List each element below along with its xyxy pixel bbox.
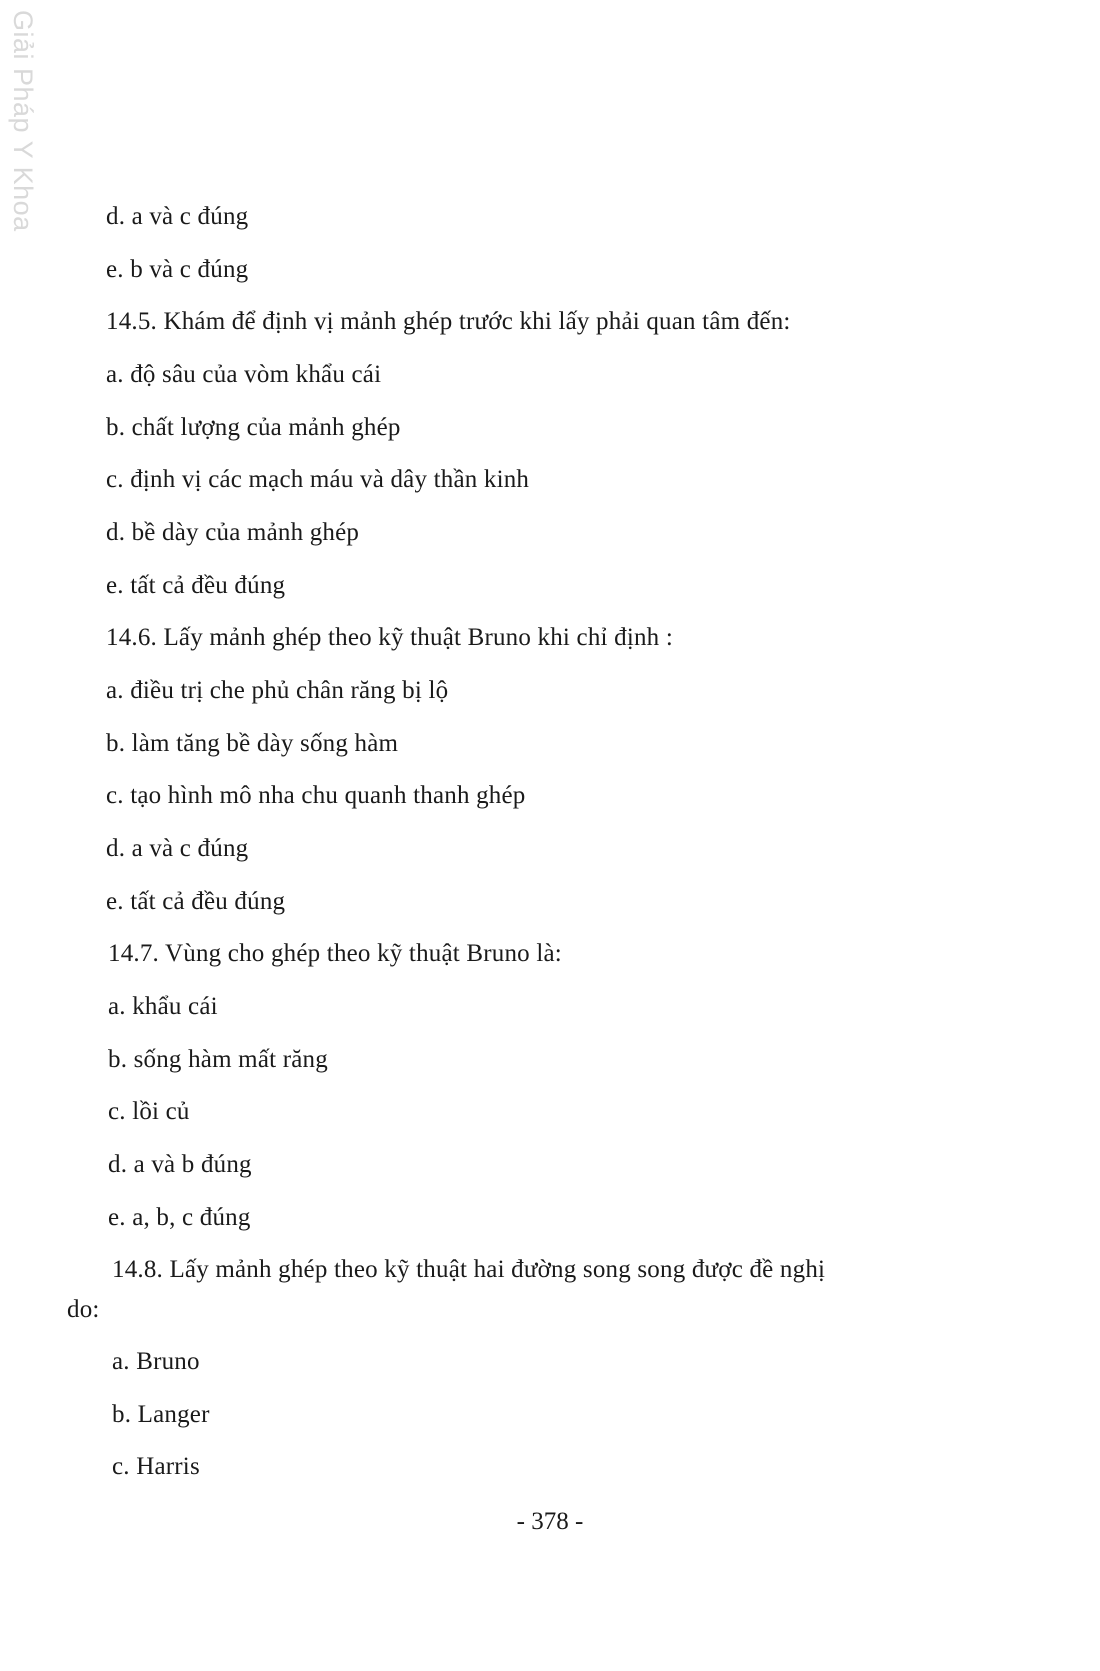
question-14-5: 14.5. Khám để định vị mảnh ghép trước khi lấy phải quan tâm đến: xyxy=(106,308,791,335)
option-14-5-c: c. định vị các mạch máu và dây thần kinh xyxy=(106,466,530,493)
option-14-7-a: a. khẩu cái xyxy=(108,993,218,1020)
option-14-5-d: d. bề dày của mảnh ghép xyxy=(106,519,360,546)
page-number: - 378 - xyxy=(516,1508,584,1535)
option-14-6-b: b. làm tăng bề dày sống hàm xyxy=(106,730,399,757)
option-13-4-d: d. a và c đúng xyxy=(106,203,249,230)
option-13-4-e: e. b và c đúng xyxy=(106,256,249,283)
question-14-8: 14.8. Lấy mảnh ghép theo kỹ thuật hai đường song song được đề nghị xyxy=(112,1256,826,1283)
option-14-5-a: a. độ sâu của vòm khẩu cái xyxy=(106,361,382,388)
option-14-6-a: a. điều trị che phủ chân răng bị lộ xyxy=(106,677,449,704)
option-14-6-d: d. a và c đúng xyxy=(106,835,249,862)
option-14-5-b: b. chất lượng của mảnh ghép xyxy=(106,414,401,441)
option-14-6-e: e. tất cả đều đúng xyxy=(106,888,286,915)
watermark-text: Giải Pháp Y Khoa xyxy=(8,10,38,232)
option-14-6-c: c. tạo hình mô nha chu quanh thanh ghép xyxy=(106,782,526,809)
question-14-6: 14.6. Lấy mảnh ghép theo kỹ thuật Bruno khi chỉ định : xyxy=(106,624,673,651)
option-14-7-d: d. a và b đúng xyxy=(108,1151,252,1178)
option-14-8-b: b. Langer xyxy=(112,1401,210,1428)
question-14-8-continuation: do: xyxy=(67,1296,100,1323)
question-14-7: 14.7. Vùng cho ghép theo kỹ thuật Bruno là: xyxy=(108,940,562,967)
option-14-5-e: e. tất cả đều đúng xyxy=(106,572,286,599)
option-14-7-b: b. sống hàm mất răng xyxy=(108,1046,328,1073)
option-14-8-c: c. Harris xyxy=(112,1453,200,1480)
option-14-8-a: a. Bruno xyxy=(112,1348,200,1375)
option-14-7-e: e. a, b, c đúng xyxy=(108,1204,251,1231)
option-14-7-c: c. lồi củ xyxy=(108,1098,190,1125)
